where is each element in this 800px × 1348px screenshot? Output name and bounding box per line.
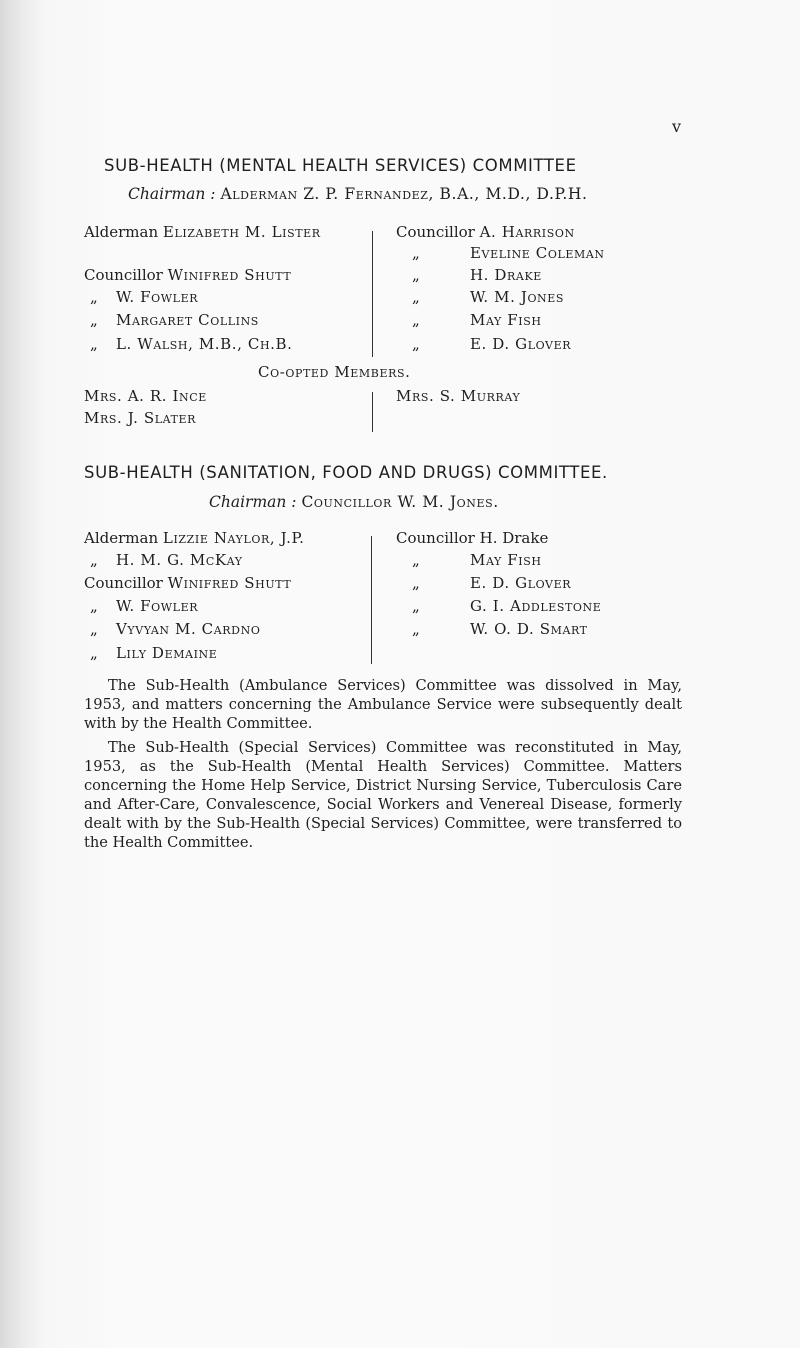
mental-committee-heading: SUB-HEALTH (MENTAL HEALTH SERVICES) COMMITTEE	[104, 156, 577, 175]
chairman-label: Chairman :	[128, 185, 216, 203]
member-row: „ L. Walsh, M.B., Ch.B.	[90, 335, 293, 353]
column-divider	[372, 392, 373, 432]
member-row: Councillor H. Drake	[396, 529, 549, 547]
column-divider	[372, 231, 373, 357]
member-row: „ Eveline Coleman	[412, 244, 605, 262]
notes-block	[84, 676, 682, 852]
sanitation-chairman-line	[209, 495, 499, 511]
coopted-member: Mrs. S. Murray	[396, 387, 521, 405]
column-divider	[371, 536, 372, 664]
member-row: Alderman Lizzie Naylor, J.P.	[84, 529, 305, 547]
member-row: „ E. D. Glover	[412, 574, 572, 592]
member-row: „ May Fish	[412, 551, 542, 569]
member-row: „ W. Fowler	[90, 288, 199, 306]
member-row: Councillor A. Harrison	[396, 223, 575, 241]
page-number: v	[672, 117, 682, 136]
member-row: „ Lily Demaine	[90, 644, 218, 662]
coopted-member: Mrs. A. R. Ince	[84, 387, 207, 405]
paragraph-special-services: The Sub-Health (Special Services) Committee was reconstituted in May, 1953, as the Sub-Health (Mental Health Services) Committee. Matters concerning the Home Help Service, District Nursing Service, Tuberculosis Care and After-Care, Convalescence, Social Workers and Venereal Disease, formerly dealt with by the Sub-Health (Special Services) Committee, were transferred to the Health Committee.	[84, 739, 682, 851]
chairman-name: Alderman Z. P. Fernandez, B.A., M.D., D.P.H.	[220, 185, 588, 203]
member-row: Alderman Elizabeth M. Lister	[84, 223, 321, 241]
member-row: Councillor Winifred Shutt	[84, 574, 292, 592]
member-row: „ E. D. Glover	[412, 335, 572, 353]
member-row: „ H. M. G. McKay	[90, 551, 243, 569]
member-row: „ H. Drake	[412, 266, 542, 284]
coopted-member: Mrs. J. Slater	[84, 409, 197, 427]
member-row: „ G. I. Addlestone	[412, 597, 602, 615]
chairman-name: Councillor W. M. Jones.	[301, 493, 499, 511]
member-row: „ May Fish	[412, 311, 542, 329]
member-row: „ W. M. Jones	[412, 288, 565, 306]
member-row: „ Margaret Collins	[90, 311, 259, 329]
member-row: Councillor Winifred Shutt	[84, 266, 292, 284]
member-row: „ W. Fowler	[90, 597, 199, 615]
sanitation-committee-heading: SUB-HEALTH (SANITATION, FOOD AND DRUGS) COMMITTEE.	[84, 463, 608, 482]
member-row: „ Vyvyan M. Cardno	[90, 620, 261, 638]
coopted-members-heading: Co-opted Members.	[258, 363, 411, 381]
member-row: „ W. O. D. Smart	[412, 620, 588, 638]
paragraph-ambulance: The Sub-Health (Ambulance Services) Committee was dissolved in May, 1953, and matters concerning the Ambulance Service were subsequently dealt with by the Health Committee.	[84, 677, 682, 732]
mental-chairman-line	[128, 187, 588, 203]
chairman-label: Chairman :	[209, 493, 297, 511]
